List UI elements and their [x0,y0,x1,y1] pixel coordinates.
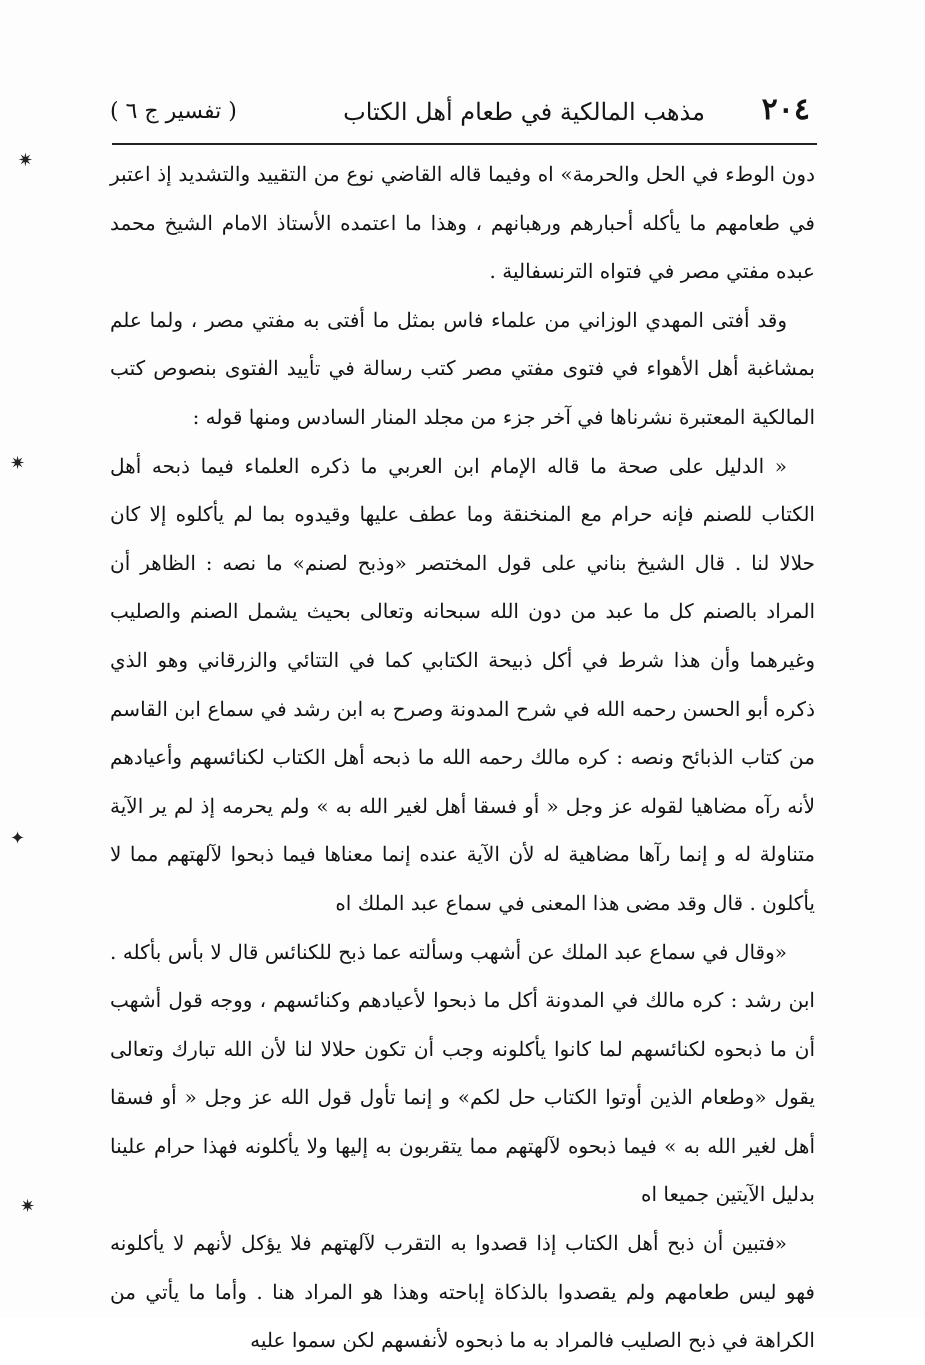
paragraph: وقد أفتى المهدي الوزاني من علماء فاس بمثل ما أفتى به مفتي مصر ، ولما علم بمشاغبة أهل الأهواء في فتوى مفتي مصر كتب رسالة في تأييد الفتوى بنصوص كتب المالكية المعتبرة نشرناها في آخر جزء من مجلد المنار السادس ومنها قوله : [110,307,815,429]
margin-mark: ✷ [17,150,33,171]
paragraph: دون الوطء في الحل والحرمة» اه وفيما قاله القاضي نوع من التقييد والتشديد إذ اعتبر في طعامهم ما يأكله أحبارهم ورهبانهم ، وهذا ما اعتمده الأستاذ الامام الشيخ محمد عبده مفتي مصر في فتواه الترنسفالية . [110,162,815,284]
page-header [110,88,810,138]
section-label: ( تفسير ج ٦ ) [110,99,237,124]
body-text [110,150,815,1365]
page-number: ٢٠٤ [761,92,810,127]
margin-mark: ✷ [20,1196,36,1217]
margin-mark: ✦ [10,828,26,849]
margin-mark: ✷ [10,453,26,474]
paragraph: «فتبين أن ذبح أهل الكتاب إذا قصدوا به التقرب لآلهتهم فلا يؤكل لأنهم لا يأكلونه فهو ليس طعامهم ولم يقصدوا بالذكاة إباحته وهذا هو المراد هنا . وأما ما يأتي من الكراهة في ذبح الصليب فالمراد به ما ذبحوه لأنفسهم لكن سموا عليه [110,1231,815,1353]
header-divider [112,143,817,145]
running-title: مذهب المالكية في طعام أهل الكتاب [343,98,705,126]
paragraph: «وقال في سماع عبد الملك عن أشهب وسألته عما ذبح للكنائس قال لا بأس بأكله . ابن رشد : كره مالك في المدونة أكل ما ذبحوا لأعيادهم وكنائسهم ، ووجه قول أشهب أن ما ذبحوه لكنائسهم لما كانوا يأكلونه وجب أن تكون حلالا لنا لأن الله تبارك وتعالى يقول «وطعام الذين أوتوا الكتاب حل لكم» و إنما تأول قول الله عز وجل « أو فسقا أهل لغير الله به » فيما ذبحوه لآلهتهم مما يتقربون به إليها ولا يأكلونه فهذا حرام علينا بدليل الآيتين جميعا اه [110,939,815,1207]
paragraph: « الدليل على صحة ما قاله الإمام ابن العربي ما ذكره العلماء فيما ذبحه أهل الكتاب للصنم فإنه حرام مع المنخنقة وما عطف عليها وقيدوه بما لم يأكلوه إلا كان حلالا لنا . قال الشيخ بناني على قول المختصر «وذبح لصنم» ما نصه : الظاهر أن المراد بالصنم كل ما عبد من دون الله سبحانه وتعالى بحيث يشمل الصنم والصليب وغيرهما وأن هذا شرط في أكل ذبيحة الكتابي كما في التتائي والزرقاني وهو الذي ذكره أبو الحسن رحمه الله في شرح المدونة وصرح به ابن رشد في سماع ابن القاسم من كتاب الذبائح ونصه : كره مالك رحمه الله ما ذبحه أهل الكتاب لكنائسهم وأعيادهم لأنه رآه مضاهيا لقوله عز وجل « أو فسقا أهل لغير الله به » ولم يحرمه إذ لم ير الآية متناولة له و إنما رآها مضاهية له لأن الآية عنده إنما معناها فيما ذبحوا لآلهتهم مما لا يأكلون . قال وقد مضى هذا المعنى في سماع عبد الملك اه [110,453,816,915]
